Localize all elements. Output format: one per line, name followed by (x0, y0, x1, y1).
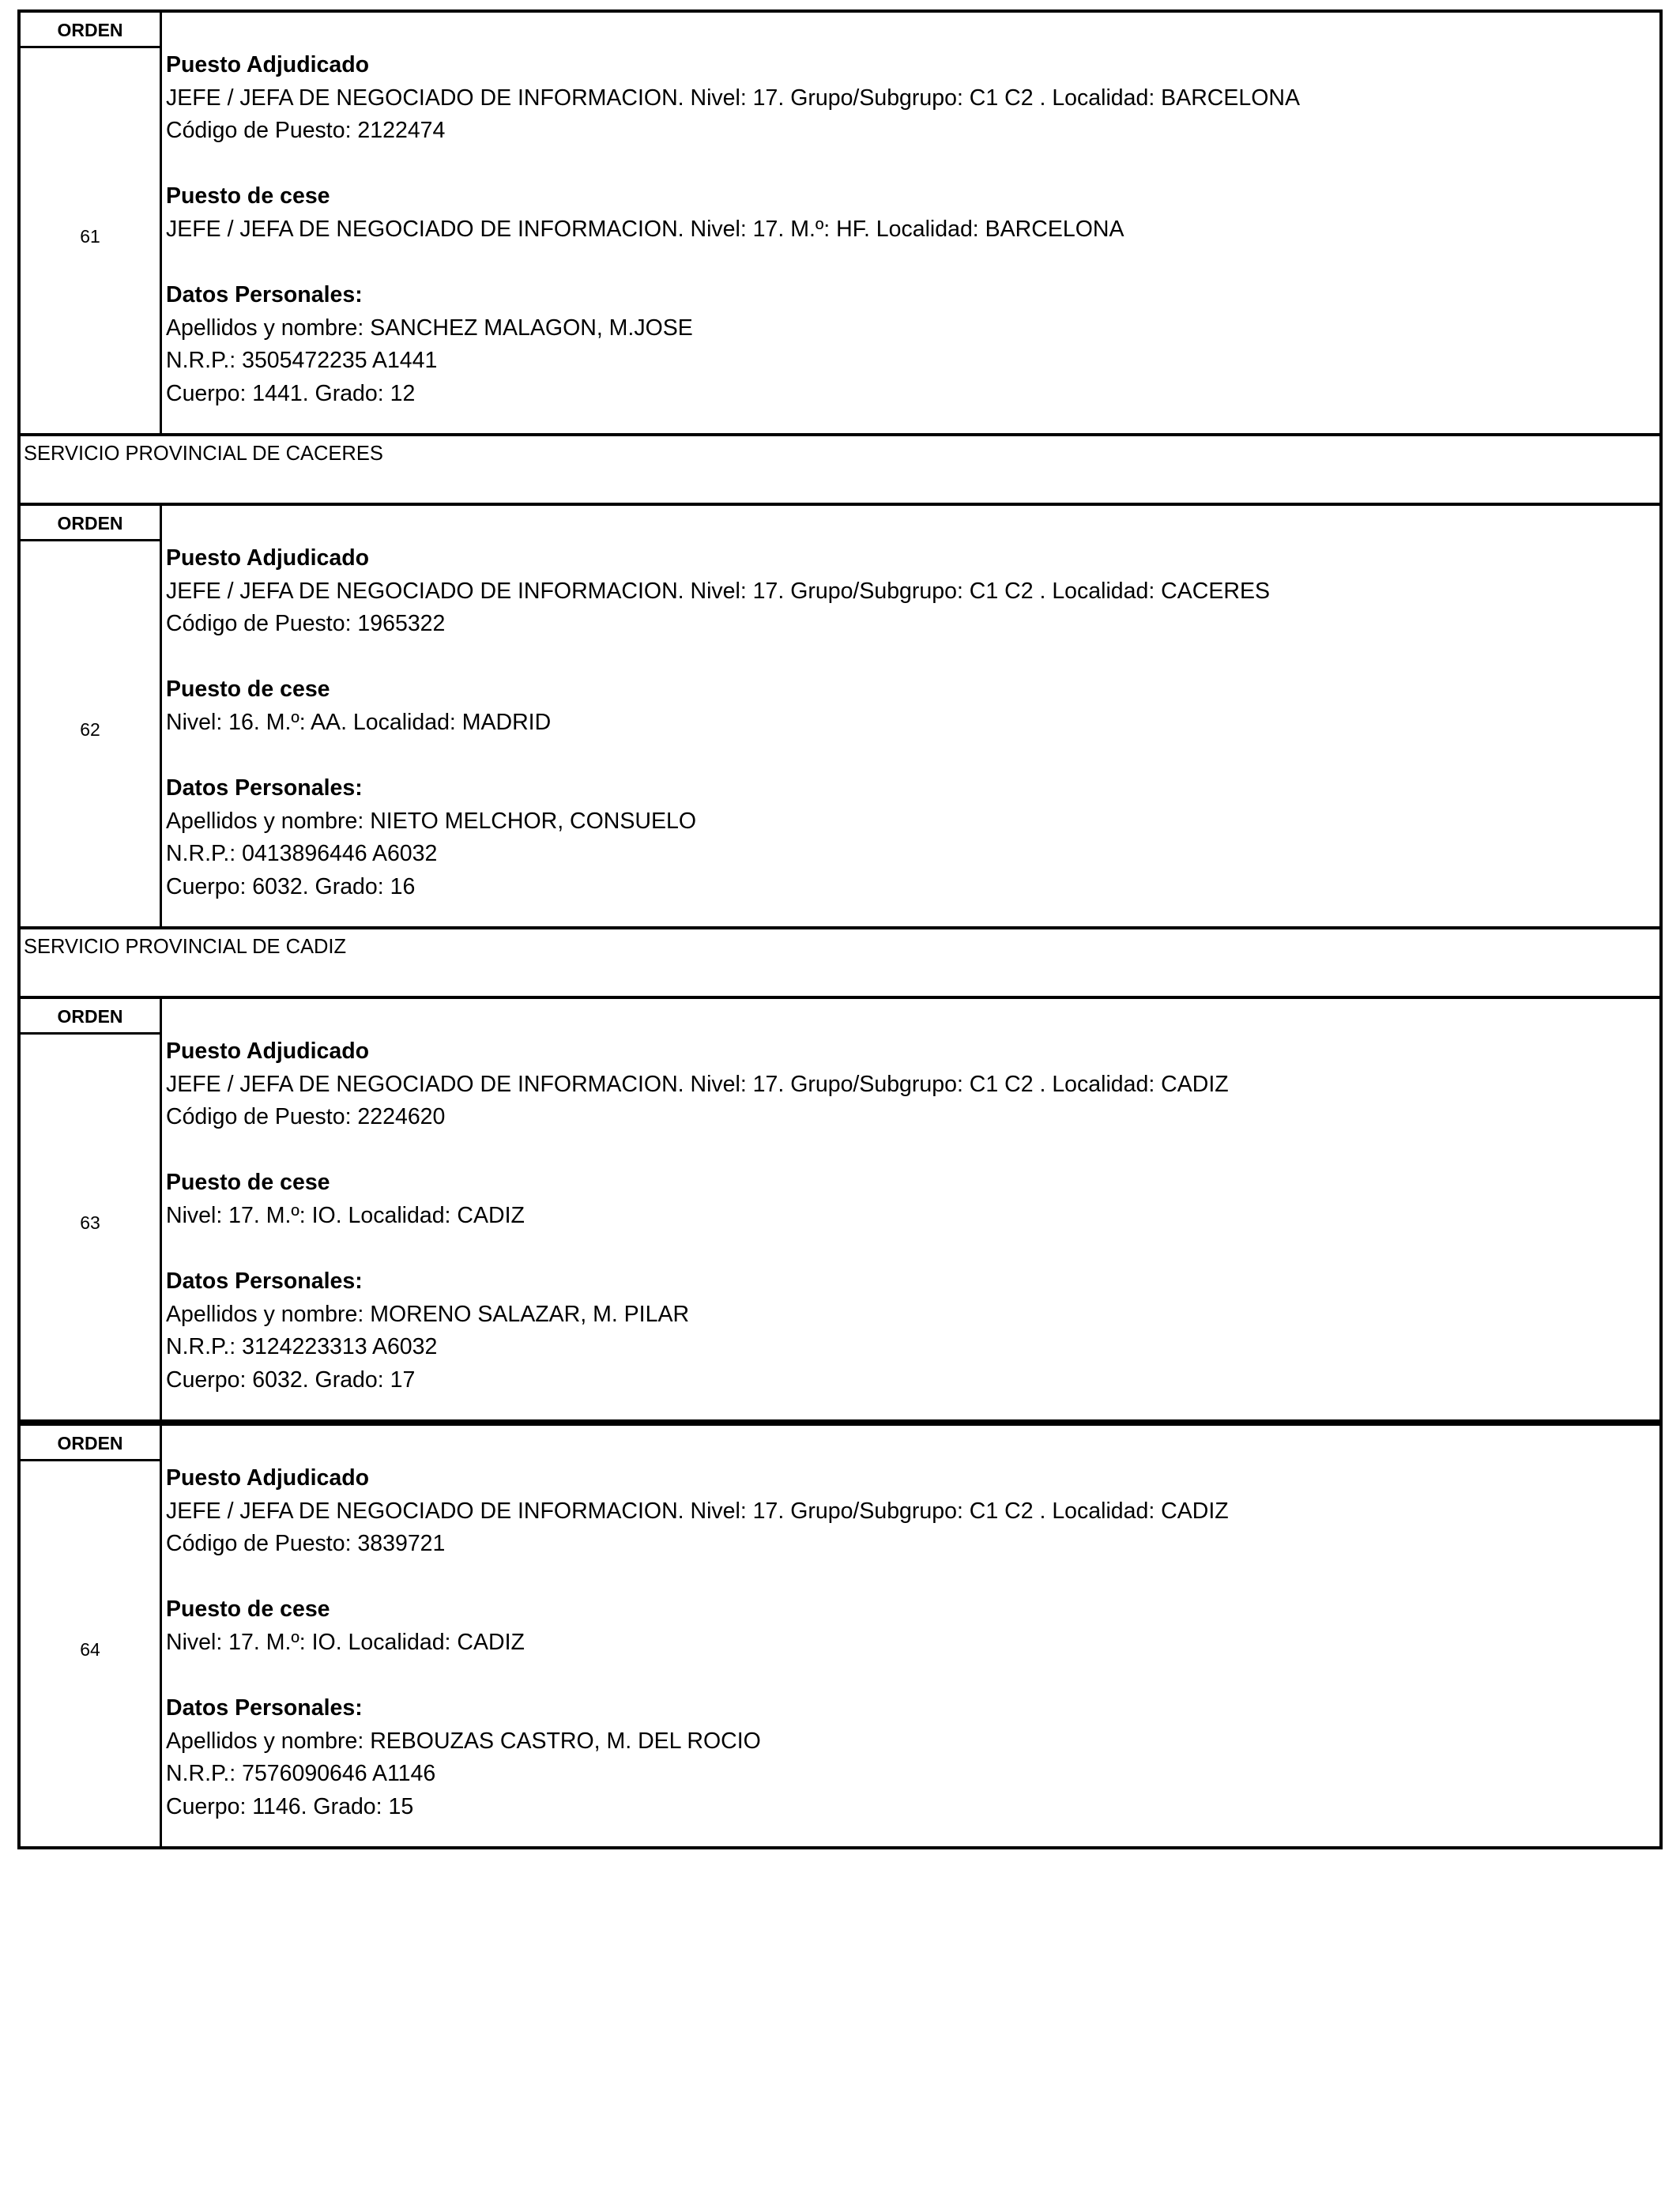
orden-label: ORDEN (21, 999, 160, 1035)
puesto-cese-heading: Puesto de cese (166, 1170, 330, 1196)
datos-personales-heading: Datos Personales: (166, 1269, 363, 1295)
nrp: N.R.P.: 3505472235 A1441 (166, 348, 438, 374)
section-title: SERVICIO PROVINCIAL DE CADIZ (24, 936, 347, 958)
apellidos-nombre: Apellidos y nombre: SANCHEZ MALAGON, M.JOSE (166, 315, 693, 341)
cuerpo-grado: Cuerpo: 6032. Grado: 16 (166, 873, 416, 899)
codigo-puesto: Código de Puesto: 2122474 (166, 118, 446, 144)
puesto-adjudicado-heading: Puesto Adjudicado (166, 52, 370, 77)
record-content (166, 1035, 1653, 1397)
orden-number: 61 (80, 226, 100, 247)
section-header (17, 436, 1663, 503)
section-header (17, 929, 1663, 996)
section-title: SERVICIO PROVINCIAL DE CACERES (24, 443, 383, 465)
puesto-cese-text: Nivel: 16. M.º: AA. Localidad: MADRID (166, 709, 552, 735)
puesto-adjudicado-heading: Puesto Adjudicado (166, 1039, 370, 1064)
record-block (17, 503, 1663, 929)
orden-label: ORDEN (21, 13, 160, 48)
apellidos-nombre: Apellidos y nombre: REBOUZAS CASTRO, M. DEL ROCIO (166, 1728, 761, 1754)
record-block (17, 9, 1663, 436)
puesto-cese-heading: Puesto de cese (166, 677, 330, 703)
codigo-puesto: Código de Puesto: 2224620 (166, 1104, 446, 1130)
apellidos-nombre: Apellidos y nombre: MORENO SALAZAR, M. PILAR (166, 1301, 690, 1327)
nrp: N.R.P.: 3124223313 A6032 (166, 1334, 438, 1360)
puesto-adjudicado-text: JEFE / JEFA DE NEGOCIADO DE INFORMACION. Nivel: 17. Grupo/Subgrupo: C1 C2 . Localidad: CADIZ (166, 1071, 1229, 1097)
codigo-puesto: Código de Puesto: 3839721 (166, 1531, 446, 1557)
apellidos-nombre: Apellidos y nombre: NIETO MELCHOR, CONSUELO (166, 808, 697, 834)
orden-number: 64 (80, 1639, 100, 1660)
puesto-cese-text: JEFE / JEFA DE NEGOCIADO DE INFORMACION. Nivel: 17. M.º: HF. Localidad: BARCELONA (166, 216, 1124, 242)
orden-label: ORDEN (21, 1426, 160, 1461)
puesto-adjudicado-heading: Puesto Adjudicado (166, 545, 370, 571)
orden-number: 63 (80, 1212, 100, 1233)
puesto-adjudicado-text: JEFE / JEFA DE NEGOCIADO DE INFORMACION. Nivel: 17. Grupo/Subgrupo: C1 C2 . Localidad: BARCELONA (166, 85, 1300, 111)
datos-personales-heading: Datos Personales: (166, 282, 363, 308)
puesto-cese-heading: Puesto de cese (166, 183, 330, 209)
puesto-cese-text: Nivel: 17. M.º: IO. Localidad: CADIZ (166, 1202, 525, 1228)
datos-personales-heading: Datos Personales: (166, 1695, 363, 1721)
record-content (166, 1462, 1653, 1824)
puesto-adjudicado-text: JEFE / JEFA DE NEGOCIADO DE INFORMACION. Nivel: 17. Grupo/Subgrupo: C1 C2 . Localidad: CADIZ (166, 1498, 1229, 1524)
codigo-puesto: Código de Puesto: 1965322 (166, 611, 446, 637)
orden-label: ORDEN (21, 506, 160, 541)
datos-personales-heading: Datos Personales: (166, 775, 363, 801)
record-block (17, 996, 1663, 1423)
puesto-cese-text: Nivel: 17. M.º: IO. Localidad: CADIZ (166, 1629, 525, 1655)
record-content (166, 49, 1653, 411)
cuerpo-grado: Cuerpo: 1441. Grado: 12 (166, 380, 416, 406)
record-block (17, 1423, 1663, 1849)
nrp: N.R.P.: 0413896446 A6032 (166, 841, 438, 867)
record-content (166, 542, 1653, 904)
puesto-cese-heading: Puesto de cese (166, 1596, 330, 1623)
puesto-adjudicado-heading: Puesto Adjudicado (166, 1465, 370, 1491)
puesto-adjudicado-text: JEFE / JEFA DE NEGOCIADO DE INFORMACION. Nivel: 17. Grupo/Subgrupo: C1 C2 . Localidad: CACERES (166, 578, 1270, 604)
cuerpo-grado: Cuerpo: 6032. Grado: 17 (166, 1367, 416, 1393)
cuerpo-grado: Cuerpo: 1146. Grado: 15 (166, 1793, 414, 1819)
orden-number: 62 (80, 719, 100, 740)
nrp: N.R.P.: 7576090646 A1146 (166, 1761, 436, 1787)
